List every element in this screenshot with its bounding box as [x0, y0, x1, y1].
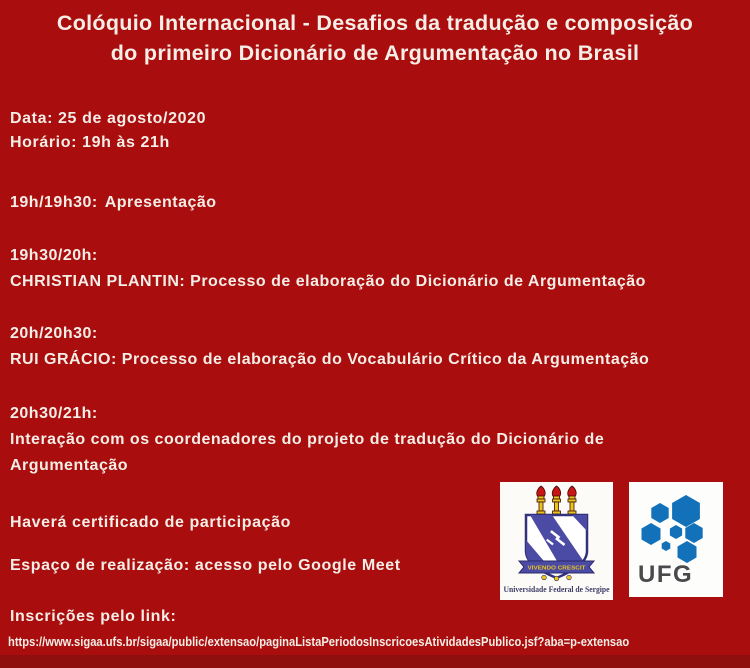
- schedule-item-gracio: [10, 321, 649, 373]
- registration-url-link[interactable]: https://www.sigaa.ufs.br/sigaa/public/extensao/paginaListaPeriodosInscricoesAtividadesPublico.jsf?aba=p-extensao: [8, 634, 630, 649]
- registration-label: Inscrições pelo link:: [10, 608, 177, 625]
- schedule-activity: Apresentação: [104, 194, 217, 211]
- ufg-logo: [629, 482, 723, 597]
- schedule-item-apresentacao: [10, 190, 217, 216]
- schedule-activity: CHRISTIAN PLANTIN: Processo de elaboração do Dicionário de Argumentação: [10, 273, 646, 290]
- schedule-time: 20h30/21h:: [10, 405, 98, 422]
- venue-note: Espaço de realização: acesso pelo Google Meet: [10, 557, 401, 574]
- ufg-label: UFG: [638, 561, 694, 588]
- schedule-activity: Interação com os coordenadores do projeto de tradução do Dicionário de Argumentação: [10, 431, 605, 474]
- event-date: Data: 25 de agosto/2020: [10, 110, 207, 127]
- poster-title-line2: do primeiro Dicionário de Argumentação no Brasil: [110, 41, 640, 65]
- certificate-note: Haverá certificado de participação: [10, 514, 291, 531]
- schedule-time: 19h/19h30:: [10, 194, 98, 211]
- poster-title: [0, 8, 750, 68]
- schedule-activity: RUI GRÁCIO: Processo de elaboração do Vocabulário Crítico da Argumentação: [10, 351, 650, 368]
- ufs-caption: Universidade Federal de Sergipe: [503, 584, 610, 594]
- footer-strip: [0, 655, 750, 668]
- schedule-item-plantin: [10, 243, 646, 295]
- poster-title-line1: Colóquio Internacional - Desafios da tradução e composição: [56, 11, 694, 35]
- torch-icons: [537, 486, 576, 514]
- schedule-item-interacao: [10, 401, 710, 479]
- ufs-logo: [500, 482, 613, 600]
- schedule-time: 20h/20h30:: [10, 325, 98, 342]
- ufs-motto-text: VIVENDO CRESCIT: [527, 565, 587, 572]
- schedule-time: 19h30/20h:: [10, 247, 98, 264]
- event-time: Horário: 19h às 21h: [10, 134, 170, 151]
